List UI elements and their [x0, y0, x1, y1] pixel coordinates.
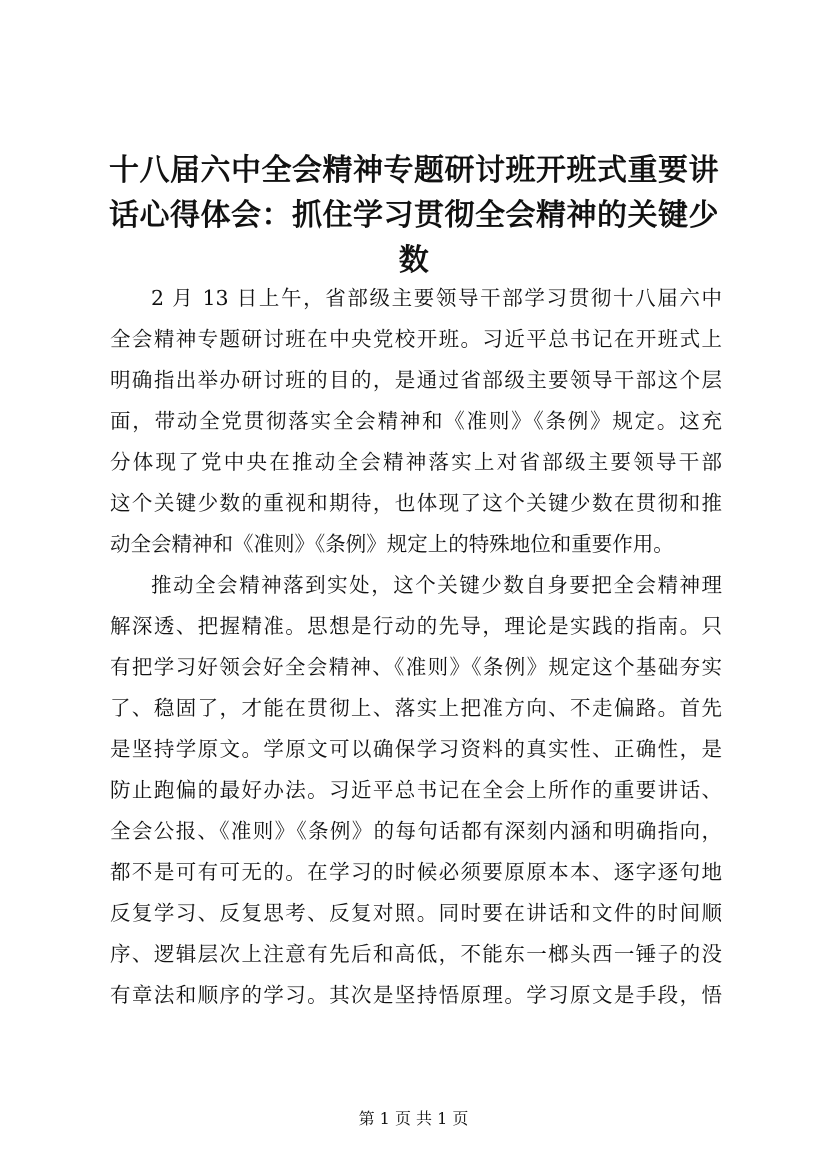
paragraph-line: 全会公报、《准则》《条例》的每句话都有深刻内涵和明确指向， [110, 819, 722, 843]
paragraph-line: 了、稳固了，才能在贯彻上、落实上把准方向、不走偏路。首先 [110, 696, 722, 720]
paragraph-line: 2 月 13 日上午，省部级主要领导干部学习贯彻十八届六中 [151, 286, 722, 310]
paragraph-line: 分体现了党中央在推动全会精神落实上对省部级主要领导干部 [110, 450, 722, 474]
paragraph-line: 有章法和顺序的学习。其次是坚持悟原理。学习原文是手段，悟 [110, 983, 722, 1007]
title-line: 话心得体会：抓住学习贯彻全会精神的关键少 [109, 198, 719, 233]
paragraph-line: 都不是可有可无的。在学习的时候必须要原原本本、逐字逐句地 [110, 860, 722, 884]
document-title [108, 148, 720, 283]
paragraph-line: 是坚持学原文。学原文可以确保学习资料的真实性、正确性，是 [110, 737, 722, 761]
paragraph-line: 面，带动全党贯彻落实全会精神和《准则》《条例》规定。这充 [110, 409, 722, 433]
paragraph-line: 序、逻辑层次上注意有先后和高低，不能东一榔头西一锤子的没 [110, 942, 722, 966]
paragraph-line: 明确指出举办研讨班的目的，是通过省部级主要领导干部这个层 [110, 368, 722, 392]
document-body [110, 278, 722, 1016]
paragraph-line: 全会精神专题研讨班在中央党校开班。习近平总书记在开班式上 [110, 327, 722, 351]
paragraph-line: 有把学习好领会好全会精神、《准则》《条例》规定这个基础夯实 [110, 655, 722, 679]
paragraph-line: 这个关键少数的重视和期待，也体现了这个关键少数在贯彻和推 [110, 491, 722, 515]
paragraph-line: 反复学习、反复思考、反复对照。同时要在讲话和文件的时间顺 [110, 901, 722, 925]
paragraph-line: 防止跑偏的最好办法。习近平总书记在全会上所作的重要讲话、 [110, 778, 722, 802]
paragraph-line: 推动全会精神落到实处，这个关键少数自身要把全会精神理 [151, 573, 722, 597]
paragraph-line: 动全会精神和《准则》《条例》规定上的特殊地位和重要作用。 [110, 532, 674, 556]
paragraph-1 [110, 278, 722, 565]
title-line: 十八届六中全会精神专题研讨班开班式重要讲 [109, 153, 719, 188]
paragraph-2 [110, 565, 722, 1016]
title-line: 数 [398, 243, 430, 278]
page-footer: 第 1 页 共 1 页 [358, 1109, 469, 1128]
paragraph-line: 解深透、把握精准。思想是行动的先导，理论是实践的指南。只 [110, 614, 722, 638]
